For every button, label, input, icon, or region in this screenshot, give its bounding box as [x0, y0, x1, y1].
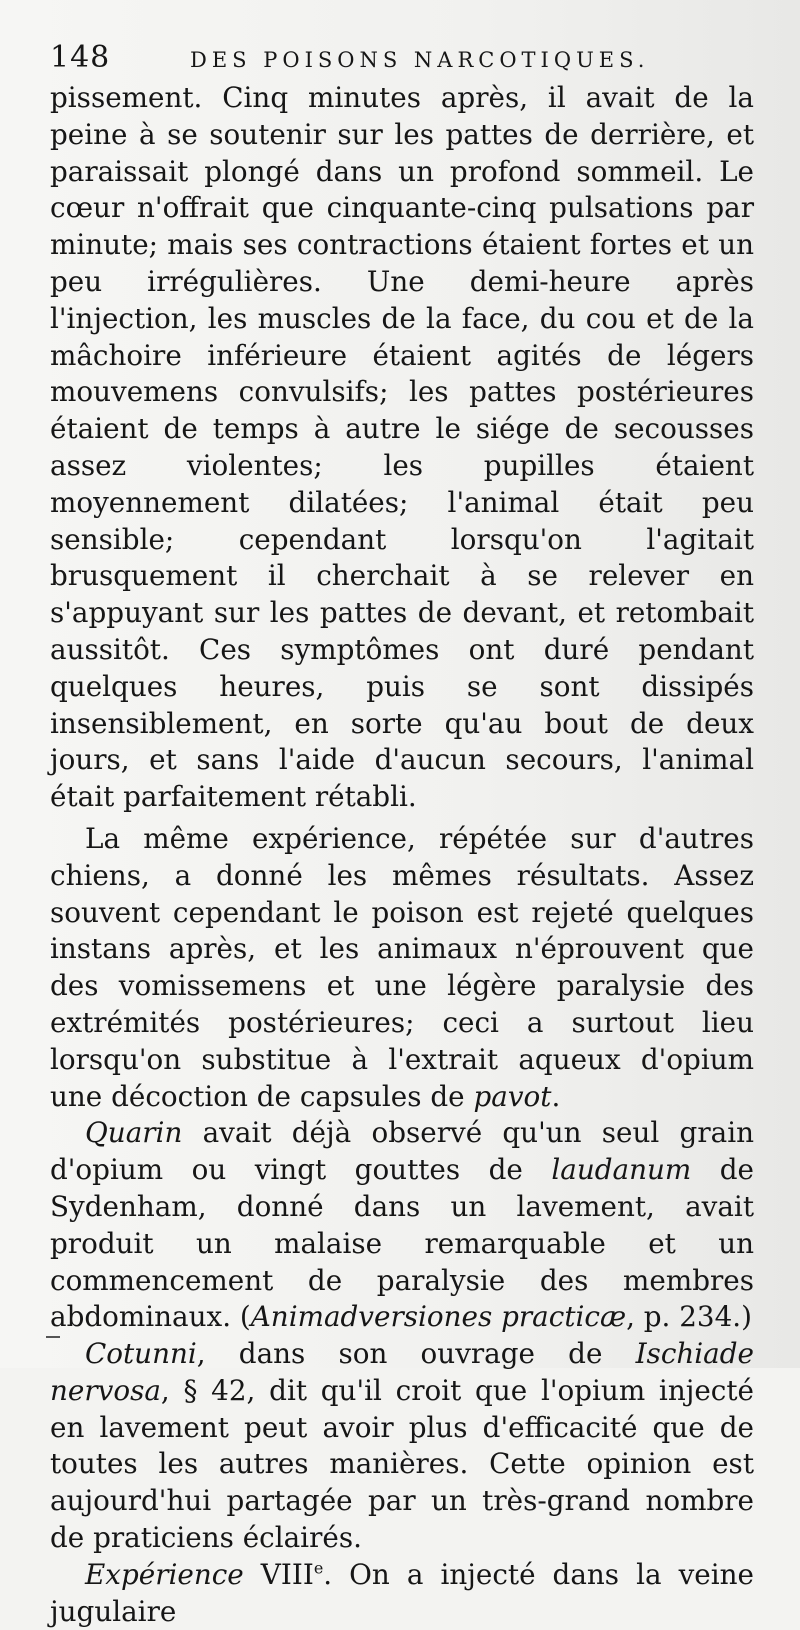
- paragraph-4: [50, 1336, 754, 1557]
- paragraph-2: [50, 821, 754, 1115]
- experiment-number: VIII: [243, 1557, 314, 1591]
- paragraph-3-text-b: de Sydenham, donné dans un lavement, avait produit un malaise remarquable et un commencement de paralysie des membres abdominaux. (: [50, 1153, 754, 1334]
- paragraph-3-text-c: , p. 234.): [626, 1300, 752, 1334]
- italic-laudanum: laudanum: [551, 1153, 692, 1187]
- running-title: DES POISONS NARCOTIQUES.: [190, 48, 650, 72]
- page-header: [50, 40, 754, 80]
- paragraph-3: [50, 1115, 754, 1336]
- italic-pavot: pavot: [473, 1079, 552, 1113]
- italic-ischiade: Ischiade nervosa: [50, 1337, 754, 1407]
- paragraph-2-end: .: [551, 1079, 561, 1113]
- body-text: [50, 80, 754, 1630]
- paragraph-4-text-b: , § 42, dit qu'il croit que l'opium injecté en lavement peut avoir plus d'efficacité que de toutes les autres manières. Cette opinion est aujourd'hui partagée par un très-grand nombre de praticiens éclairés.: [50, 1373, 754, 1555]
- paragraph-4-text-a: , dans son ouvrage de: [196, 1337, 636, 1371]
- experiment-superscript: e: [313, 1558, 324, 1578]
- page-number: 148: [50, 40, 111, 75]
- paragraph-2-text: La même expérience, répétée sur d'autres chiens, a donné les mêmes résultats. Assez souvent cependant le poison est rejeté quelques instans après, et les animaux n'éprouvent que des vomissemens et une légère paralysie des extrémités postérieures; ceci a surtout lieu lorsqu'on substitue à l'extrait aqueux d'opium une décoction de capsules de: [50, 821, 754, 1113]
- italic-animadversiones: Animadversiones practicæ: [250, 1300, 627, 1334]
- paragraph-5: [50, 1557, 754, 1630]
- paragraph-5-text: . On a injecté dans la veine jugulaire: [50, 1557, 754, 1628]
- page-mark: [46, 1336, 60, 1338]
- paragraph-3-text-a: avait déjà observé qu'un seul grain d'opium ou vingt gouttes de: [50, 1116, 754, 1187]
- italic-cotunni: Cotunni: [85, 1337, 197, 1371]
- italic-experience: Expérience: [85, 1557, 244, 1591]
- italic-quarin: Quarin: [85, 1116, 183, 1150]
- paragraph-1: pissement. Cinq minutes après, il avait de la peine à se soutenir sur les pattes de derrière, et paraissait plongé dans un profond sommeil. Le cœur n'offrait que cinquante-cinq pulsations par minute; mais ses contractions étaient fortes et un peu irrégulières. Une demi-heure après l'injection, les muscles de la face, du cou et de la mâchoire inférieure étaient agités de légers mouvemens convulsifs; les pattes postérieures étaient de temps à autre le siége de secousses assez violentes; les pupilles étaient moyennement dilatées; l'animal était peu sensible; cependant lorsqu'on l'agitait brusquement il cherchait à se relever en s'appuyant sur les pattes de devant, et retombait aussitôt. Ces symptômes ont duré pendant quelques heures, puis se sont dissipés insensiblement, en sorte qu'au bout de deux jours, et sans l'aide d'aucun secours, l'animal était parfaitement rétabli.: [50, 81, 754, 814]
